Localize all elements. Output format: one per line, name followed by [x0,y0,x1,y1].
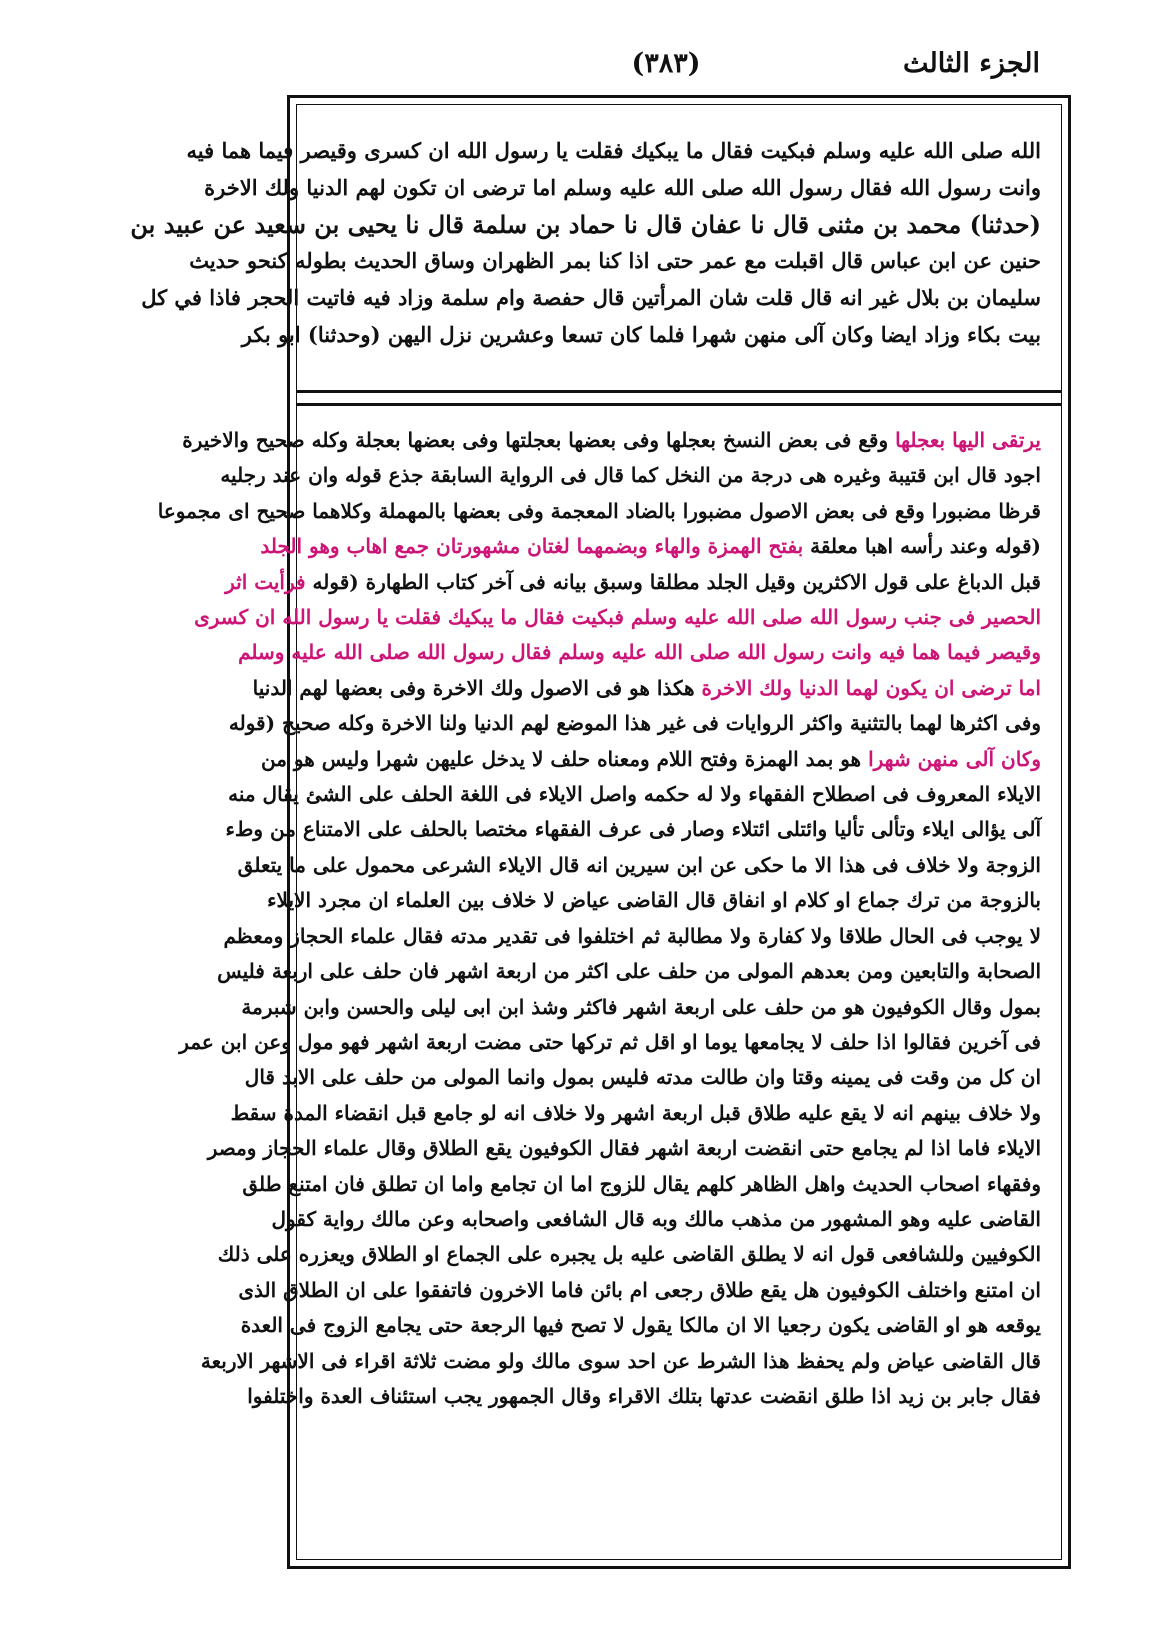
commentary-line: ولا خلاف بينهم انه لا يقع عليه طلاق قبل اربعة اشهر ولا خلاف انه لو جامع قبل انقضاء المدة سقط [230,1100,1041,1125]
hadith-line: بيت بكاء وزاد ايضا وكان آلى منهن شهرا فلما كان تسعا وعشرين نزل اليهن (وحدثنا) ابو بكر [241,321,1041,347]
highlighted-quote: فرأيت اثر [225,569,313,594]
volume-title: الجزء الثالث [903,48,1040,79]
commentary-text: هو بمد الهمزة وفتح اللام ومعناه حلف لا يدخل عليهن شهرا وليس هو من [261,746,869,771]
commentary-line: اجود قال ابن قتيبة وغيره هى درجة من النخل كما قال فى الرواية السابقة جذع قوله وان عند رجليه [220,463,1041,488]
highlighted-quote: وقيصر فيما هما فيه وانت رسول الله صلى الله عليه وسلم فقال رسول الله صلى الله عليه وسلم [238,640,1041,665]
hadith-text-block [130,133,1041,354]
commentary-line [261,742,1041,777]
commentary-text-block [157,423,1041,1414]
hadith-line: سليمان بن بلال غير انه قال قلت شان المرأتين قال حفصة وام سلمة وزاد فيه فاتيت الحجر فاذا في كل [141,285,1041,311]
hadith-line: الله صلى الله عليه وسلم فبكيت فقال ما يبكيك فقلت يا رسول الله ان كسرى وقيصر فيما هما فيه [186,138,1041,163]
highlighted-quote: الحصير فى جنب رسول الله صلى الله عليه وسلم فبكيت فقال ما يبكيك فقلت يا رسول الله ان كسرى [194,605,1041,630]
page-frame-inner [130,104,1062,1560]
commentary-line: قال القاضى عياض ولم يحفظ هذا الشرط عن احد سوى مالك ولو مضت ثلاثة اقراء فى الاشهر الاربعة [200,1348,1041,1373]
highlighted-quote: بفتح الهمزة والهاء وبضمهما لغتان مشهورتان جمع اهاب وهو الجلد [260,534,811,559]
commentary-line: الصحابة والتابعين ومن بعدهم المولى من حلف على اكثر من اربعة اشهر فان حلف على اربعة فليس [217,959,1041,984]
highlighted-quote: وكان آلى منهن شهرا [868,746,1041,771]
commentary-line: الايلاء فاما اذا لم يجامع حتى انقضت اربعة اشهر فقال الكوفيون يقع الطلاق وقال علماء الحجاز ومصر [207,1136,1041,1161]
commentary-line: ان امتنع واختلف الكوفيون هل يقع طلاق رجعى ام بائن فاما الاخرون فاتفقوا على ان الطلاق الذى [238,1277,1041,1302]
commentary-line: الايلاء المعروف فى اصطلاح الفقهاء ولا له حكمه واصل الايلاء فى اللغة الحلف على الشئ يقال منه [228,782,1041,807]
commentary-line: الكوفيين وللشافعى قول انه لا يطلق القاضى عليه بل يجبره على الجماع او الطلاق ويعزره على ذلك [217,1242,1041,1267]
commentary-line [225,565,1041,600]
commentary-line [260,529,1041,564]
highlighted-quote: اما ترضى ان يكون لهما الدنيا ولك الاخرة [701,675,1041,700]
commentary-line: يوقعه هو او القاضى يكون رجعيا الا ان مالكا يقول لا تصح فيها الرجعة حتى يجامع الزوج فى العدة [240,1313,1041,1338]
commentary-line: الزوجة ولا خلاف فى هذا الا ما حكى عن ابن سيرين انه قال الايلاء الشرعى محمول على ما يتعلق [237,852,1041,877]
highlighted-quote: يرتقى اليها بعجلها [895,428,1041,452]
page-number: (٣٨٣) [631,48,701,79]
commentary-line: فى آخرين فقالوا اذا حلف لا يجامعها يوما او اقل ثم تركها حتى مضت اربعة اشهر فهو مول وعن ابن عمر [179,1029,1041,1054]
commentary-text: وقع فى بعض النسخ بعجلها وفى بعضها بعجلتها وفى بعضها بعجلة وكله صحيح والاخيرة [182,428,896,452]
commentary-text: هكذا هو فى الاصول ولك الاخرة وفى بعضها لهم الدنيا [252,675,702,700]
page-frame [130,95,1071,1569]
hadith-line: (حدثنا) محمد بن مثنى قال نا عفان قال نا حماد بن سلمة قال نا يحيى بن سعيد عن عبيد بن [130,209,1041,239]
commentary-line: ان كل من وقت فى يمينه وقتا وان طالت مدته فليس بمول وانما المولى من حلف على الابد قال [244,1065,1041,1090]
commentary-line: وفى اكثرها لهما بالتثنية واكثر الروايات فى غير هذا الموضع لهم الدنيا ولنا الاخرة وكله صحيح (قوله [228,711,1041,736]
commentary-line: وفقهاء اصحاب الحديث واهل الظاهر كلهم يقال للزوج اما ان تجامع واما ان تطلق فان امتنع طلق [242,1171,1041,1196]
commentary-line: القاضى عليه وهو المشهور من مذهب مالك وبه قال الشافعى واصحابه وعن مالك رواية كقول [271,1206,1041,1231]
commentary-line: لا يوجب فى الحال طلاقا ولا كفارة ولا مطالبة ثم اختلفوا فى تقدير مدته فقال علماء الحجاز ومعظم [223,923,1041,948]
page-header [270,48,1062,88]
hadith-line: وانت رسول الله فقال رسول الله صلى الله عليه وسلم اما ترضى ان تكون لهم الدنيا ولك الاخرة [204,174,1041,200]
hadith-line: حنين عن ابن عباس قال اقبلت مع عمر حتى اذا كنا بمر الظهران وساق الحديث بطوله كنحو حديث [189,248,1041,274]
commentary-text: قبل الدباغ على قول الاكثرين وقيل الجلد مطلقا وسبق بيانه فى آخر كتاب الطهارة (قوله [312,569,1041,594]
commentary-line: بمول وقال الكوفيون هو من حلف على اربعة اشهر فاكثر وشذ ابن ابى ليلى والحسن وابن شبرمة [241,994,1041,1019]
commentary-text: (قوله وعند رأسه اهبا معلقة [810,534,1041,559]
commentary-line: قرظا مضبورا وقع فى بعض الاصول مضبورا بالضاد المعجمة وفى بعضها بالمهملة وكلاهما صحيح اى مجموعا [157,498,1041,523]
commentary-line [252,671,1041,706]
commentary-line [182,423,1041,458]
commentary-line: بالزوجة من ترك جماع او كلام او انفاق قال القاضى عياض لا خلاف بين العلماء ان مجرد الايلاء [267,888,1041,913]
commentary-line: آلى يؤالى ايلاء وتألى تأليا وائتلى ائتلاء وصار فى عرف الفقهاء مختصا بالحلف على الامتناع من وطء [225,817,1041,842]
section-divider [297,390,1061,406]
commentary-line: فقال جابر بن زيد اذا طلق انقضت عدتها بتلك الاقراء وقال الجمهور يجب استئناف العدة واختلفوا [247,1383,1041,1408]
